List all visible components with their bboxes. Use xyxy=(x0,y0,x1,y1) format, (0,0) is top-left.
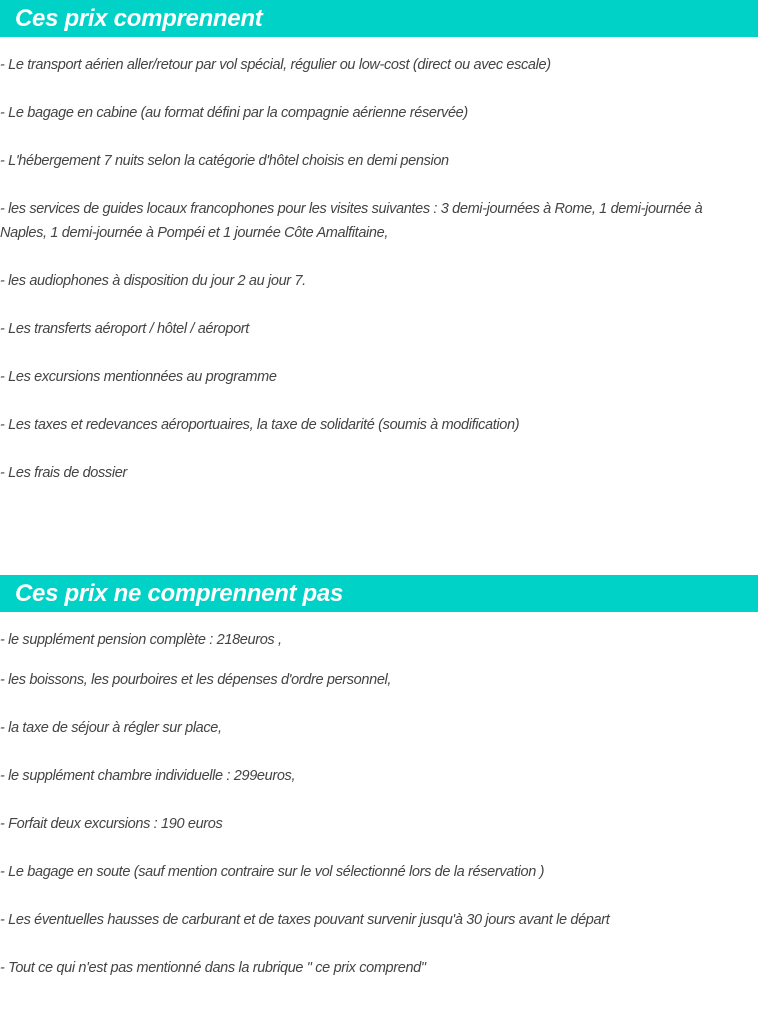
excluded-item: - Le bagage en soute (sauf mention contraire sur le vol sélectionné lors de la réservation ) xyxy=(0,864,545,880)
included-item: - L'hébergement 7 nuits selon la catégorie d'hôtel choisis en demi pension xyxy=(0,153,449,169)
excluded-item: - les boissons, les pourboires et les dépenses d'ordre personnel, xyxy=(0,672,392,688)
included-item: - Le transport aérien aller/retour par vol spécial, régulier ou low-cost (direct ou avec escale) xyxy=(0,57,551,73)
excluded-item: - Forfait deux excursions : 190 euros xyxy=(0,816,223,832)
excluded-item: - le supplément pension complète : 218euros , xyxy=(0,632,282,648)
included-item: - Les frais de dossier xyxy=(0,465,127,481)
included-item: - les services de guides locaux francophones pour les visites suivantes : 3 demi-journées à Rome, 1 demi-journée à Naples, 1 demi-journée à Pompéi et 1 journée Côte Amalfitaine, xyxy=(0,201,703,241)
excluded-item: - le supplément chambre individuelle : 299euros, xyxy=(0,768,296,784)
included-item: - Le bagage en cabine (au format défini par la compagnie aérienne réservée) xyxy=(0,105,468,121)
included-item: - Les transferts aéroport / hôtel / aéroport xyxy=(0,321,249,337)
included-section-title: Ces prix comprennent xyxy=(0,0,758,37)
excluded-item: - Tout ce qui n'est pas mentionné dans la rubrique " ce prix comprend" xyxy=(0,960,426,976)
included-item: - Les excursions mentionnées au programme xyxy=(0,369,277,385)
excluded-item: - la taxe de séjour à régler sur place, xyxy=(0,720,222,736)
excluded-section-title: Ces prix ne comprennent pas xyxy=(0,575,758,612)
included-item: - Les taxes et redevances aéroportuaires, la taxe de solidarité (soumis à modification) xyxy=(0,417,520,433)
excluded-item: - Les éventuelles hausses de carburant et de taxes pouvant survenir jusqu'à 30 jours avant le départ xyxy=(0,912,610,928)
included-item: - les audiophones à disposition du jour 2 au jour 7. xyxy=(0,273,306,289)
